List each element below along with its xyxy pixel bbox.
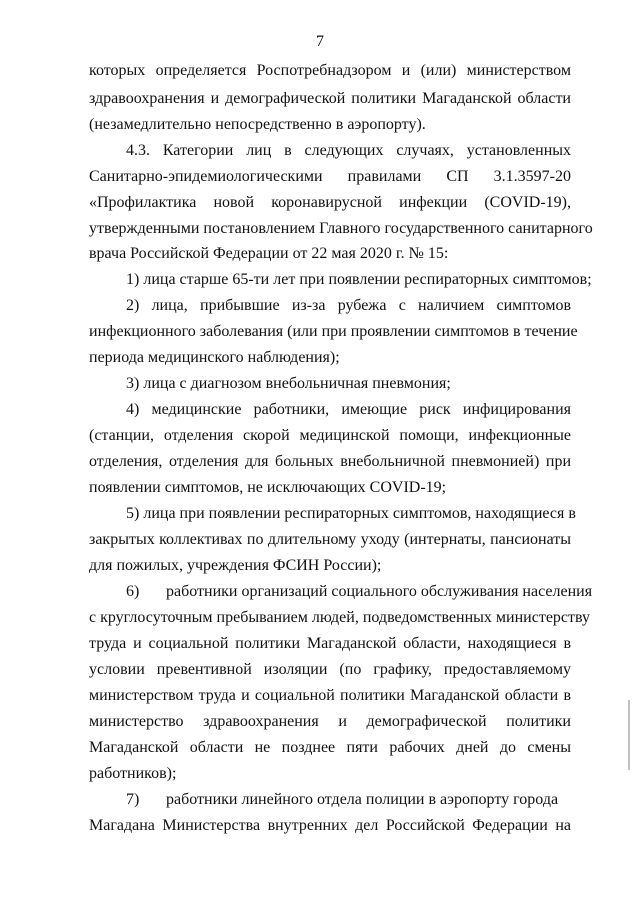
text-line: условии превентивной изоляции (по графику, предоставляемому [89,661,571,678]
text-line: Санитарно-эпидемиологическими правилами СП 3.1.3597-20 [89,168,571,185]
text-line: (станции, отделения скорой медицинской помощи, инфекционные [89,427,571,444]
text-line: «Профилактика новой коронавирусной инфекции (COVID-19), [89,194,571,211]
scan-edge-mark [628,700,630,770]
text-line: министерство здравоохранения и демографической политики [89,713,571,730]
text-line: Магаданской области не позднее пяти рабочих дней до смены [89,739,571,756]
text-line: здравоохранения и демографической политики Магаданской области [89,90,571,107]
list-item-line [126,582,593,602]
list-item-line: 5) лица при появлении респираторных симптомов, находящиеся в [126,505,576,522]
text-line: появлении симптомов, не исключающих COVID-19; [89,479,447,496]
text-line: для пожилых, учреждения ФСИН России); [89,557,382,574]
page-number: 7 [316,33,324,50]
text-line: периода медицинского наблюдения); [89,349,340,366]
list-item-line: 4) медицинские работники, имеющие риск инфицирования [126,401,571,418]
list-item-text: работники линейного отдела полиции в аэропорту города [166,791,559,808]
list-item-number: 7) [126,791,140,808]
text-line: которых определяется Роспотребнадзором и (или) министерством [89,62,571,79]
text-line: отделения, отделения для больных внебольничной пневмонией) при [89,453,571,470]
list-item-text: работники организаций социального обслуживания населения [166,583,593,600]
section-heading-line: 4.3. Категории лиц в следующих случаях, установленных [126,142,571,159]
list-item-line [126,790,571,810]
text-line: с круглосуточным пребыванием людей, подведомственных министерству [89,609,591,626]
text-line: труда и социальной политики Магаданской области, находящиеся в [89,635,571,652]
list-item-number: 6) [126,583,140,600]
list-item-line: 2) лица, прибывшие из-за рубежа с наличием симптомов [126,297,571,314]
text-line: Магадана Министерства внутренних дел Российской Федерации на [89,817,571,834]
text-line: утвержденными постановлением Главного государственного санитарного [89,220,593,237]
text-line: работников); [89,765,177,782]
text-line: (незамедлительно непосредственно в аэропорту). [89,116,426,133]
text-line: врача Российской Федерации от 22 мая 2020 г. № 15: [89,245,449,262]
list-item-line: 3) лица с диагнозом внебольничная пневмония; [126,375,451,392]
text-line: министерством труда и социальной политики Магаданской области в [89,687,571,704]
text-line: инфекционного заболевания (или при проявлении симптомов в течение [89,323,578,340]
text-line: закрытых коллективах по длительному уходу (интернаты, пансионаты [89,531,571,548]
list-item-line: 1) лица старше 65-ти лет при появлении респираторных симптомов; [126,271,592,288]
